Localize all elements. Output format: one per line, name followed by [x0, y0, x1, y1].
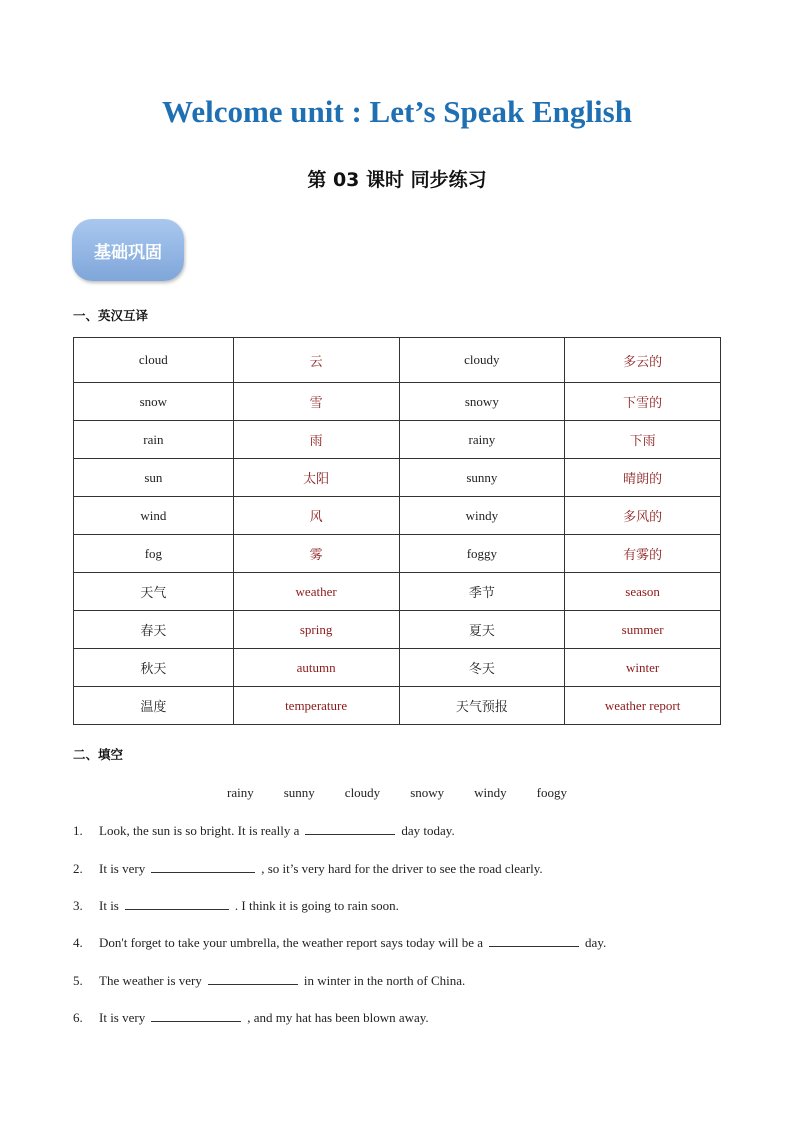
- answer-blank[interactable]: [151, 1009, 241, 1022]
- vocabulary-table: [73, 337, 721, 725]
- prompt-cell: 季节: [399, 573, 565, 611]
- question-text-after: day.: [585, 935, 607, 950]
- question-number: 3.: [73, 898, 83, 913]
- table-row: [74, 338, 721, 383]
- answer-cell: 太阳: [233, 459, 399, 497]
- table-row: [74, 573, 721, 611]
- answer-cell: 雨: [233, 421, 399, 459]
- section-heading-translation: 一、英汉互译: [73, 308, 149, 323]
- section-heading-fill-blank: 二、填空: [73, 747, 124, 762]
- question-item: [73, 860, 753, 877]
- prompt-cell: snow: [74, 383, 234, 421]
- answer-cell: 下雨: [565, 421, 721, 459]
- answer-cell: 下雪的: [565, 383, 721, 421]
- table-row: [74, 383, 721, 421]
- question-text-after: . I think it is going to rain soon.: [234, 898, 399, 913]
- section-badge: 基础巩固: [72, 219, 184, 281]
- table-row: [74, 649, 721, 687]
- prompt-cell: 天气: [74, 573, 234, 611]
- answer-blank[interactable]: [208, 972, 298, 985]
- prompt-cell: cloud: [74, 338, 234, 383]
- word-bank-item: snowy: [410, 785, 445, 800]
- question-text-after: day today.: [401, 823, 455, 838]
- answer-cell: winter: [565, 649, 721, 687]
- answer-blank[interactable]: [305, 822, 395, 835]
- question-text-before: Look, the sun is so bright. It is really a: [99, 823, 300, 838]
- answer-blank[interactable]: [125, 897, 229, 910]
- table-row: [74, 421, 721, 459]
- question-number: 5.: [73, 973, 83, 988]
- question-item: [73, 934, 753, 951]
- question-item: [73, 1009, 753, 1026]
- question-item: [73, 822, 753, 839]
- word-bank-item: windy: [474, 785, 507, 800]
- prompt-cell: sunny: [399, 459, 565, 497]
- word-bank-item: foogy: [536, 785, 567, 800]
- answer-cell: temperature: [233, 687, 399, 725]
- answer-cell: 雾: [233, 535, 399, 573]
- prompt-cell: 温度: [74, 687, 234, 725]
- word-bank-item: cloudy: [344, 785, 381, 800]
- question-text-before: It is: [99, 898, 119, 913]
- table-row: [74, 611, 721, 649]
- prompt-cell: 天气预报: [399, 687, 565, 725]
- prompt-cell: sun: [74, 459, 234, 497]
- question-item: [73, 972, 753, 989]
- prompt-cell: cloudy: [399, 338, 565, 383]
- prompt-cell: 春天: [74, 611, 234, 649]
- prompt-cell: rainy: [399, 421, 565, 459]
- answer-cell: weather: [233, 573, 399, 611]
- question-text-after: in winter in the north of China.: [303, 973, 466, 988]
- word-bank-item: rainy: [227, 785, 254, 800]
- answer-cell: 多风的: [565, 497, 721, 535]
- answer-blank[interactable]: [151, 860, 255, 873]
- prompt-cell: 秋天: [74, 649, 234, 687]
- prompt-cell: rain: [74, 421, 234, 459]
- answer-cell: 云: [233, 338, 399, 383]
- prompt-cell: wind: [74, 497, 234, 535]
- question-text-after: , and my hat has been blown away.: [247, 1010, 429, 1025]
- answer-cell: 晴朗的: [565, 459, 721, 497]
- question-number: 1.: [73, 823, 83, 838]
- question-item: [73, 897, 753, 914]
- answer-cell: 多云的: [565, 338, 721, 383]
- answer-cell: 风: [233, 497, 399, 535]
- word-bank-item: sunny: [283, 785, 315, 800]
- answer-cell: weather report: [565, 687, 721, 725]
- table-row: [74, 687, 721, 725]
- page-title: Welcome unit : Let’s Speak English: [162, 94, 632, 129]
- answer-cell: 雪: [233, 383, 399, 421]
- answer-cell: autumn: [233, 649, 399, 687]
- prompt-cell: 夏天: [399, 611, 565, 649]
- answer-blank[interactable]: [489, 934, 579, 947]
- question-number: 4.: [73, 935, 83, 950]
- question-text-before: It is very: [99, 861, 146, 876]
- word-bank: [0, 785, 794, 801]
- table-row: [74, 497, 721, 535]
- answer-cell: summer: [565, 611, 721, 649]
- prompt-cell: foggy: [399, 535, 565, 573]
- question-text-before: It is very: [99, 1010, 146, 1025]
- answer-cell: spring: [233, 611, 399, 649]
- question-number: 6.: [73, 1010, 83, 1025]
- prompt-cell: fog: [74, 535, 234, 573]
- answer-cell: season: [565, 573, 721, 611]
- question-text-before: Don't forget to take your umbrella, the weather report says today will be a: [99, 935, 484, 950]
- prompt-cell: windy: [399, 497, 565, 535]
- question-text-before: The weather is very: [99, 973, 202, 988]
- lesson-subtitle: 第 03 课时 同步练习: [307, 169, 487, 191]
- table-row: [74, 459, 721, 497]
- prompt-cell: snowy: [399, 383, 565, 421]
- question-number: 2.: [73, 861, 83, 876]
- prompt-cell: 冬天: [399, 649, 565, 687]
- table-row: [74, 535, 721, 573]
- answer-cell: 有雾的: [565, 535, 721, 573]
- question-text-after: , so it’s very hard for the driver to see the road clearly.: [261, 861, 543, 876]
